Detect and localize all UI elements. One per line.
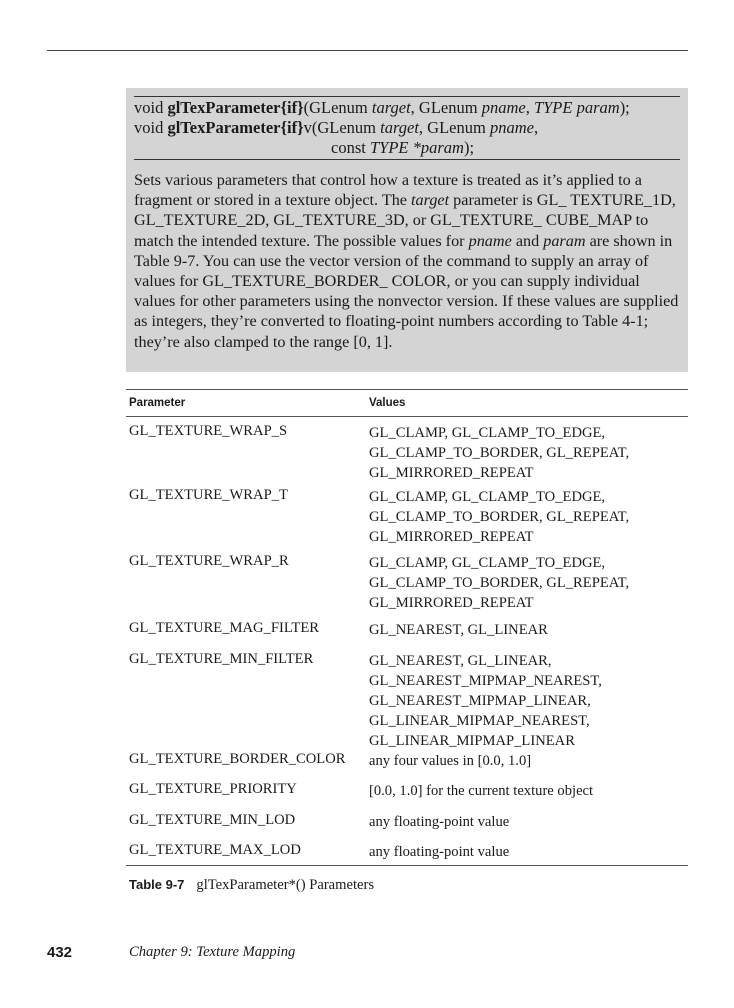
value-line: GL_MIRRORED_REPEAT	[369, 595, 534, 611]
value-line: GL_MIRRORED_REPEAT	[369, 529, 534, 545]
prototype-line-1: void glTexParameter{if}(GLenum target, GLenum pname, TYPE param);	[134, 98, 630, 117]
table-row-param: GL_TEXTURE_WRAP_S	[129, 423, 288, 439]
header-rule	[47, 50, 688, 51]
table-caption	[129, 877, 374, 894]
value-line: [0.0, 1.0] for the current texture object	[369, 783, 594, 799]
table-row-values	[369, 487, 629, 547]
function-prototype-box	[126, 88, 688, 372]
value-line: GL_LINEAR_MIPMAP_LINEAR	[369, 733, 575, 749]
table-row-values	[369, 812, 509, 832]
chapter-title: Chapter 9: Texture Mapping	[129, 944, 296, 960]
table-row-param: GL_TEXTURE_PRIORITY	[129, 781, 297, 797]
prototype-bottom-rule	[134, 159, 680, 160]
table-row-values	[369, 553, 629, 613]
page-number: 432	[47, 944, 73, 961]
table-row-param: GL_TEXTURE_BORDER_COLOR	[129, 751, 346, 767]
prototype-line-2: void glTexParameter{if}v(GLenum target, GLenum pname,	[134, 118, 539, 137]
table-row-param: GL_TEXTURE_WRAP_R	[129, 553, 289, 569]
table-row-param: GL_TEXTURE_MIN_FILTER	[129, 651, 314, 667]
table-row-param: GL_TEXTURE_MAX_LOD	[129, 842, 301, 858]
value-line: GL_MIRRORED_REPEAT	[369, 465, 534, 481]
value-line: any four values in [0.0, 1.0]	[369, 753, 532, 769]
function-description: Sets various parameters that control how a texture is treated as it’s applied to a fragment or stored in a texture object. The target parameter is GL_ TEXTURE_1D, GL_TEXTURE_2D, GL_TEXTURE_3D, or GL_TEXTURE_ CUBE_MAP to match the intended texture. The possible values for pname and param are shown in Table 9-7. You can use the vector version of the command to supply an array of values for GL_TEXTURE_BORDER_ COLOR, or you can supply individual values for other parameters using the nonvector version. If these values are supplied as integers, they’re converted to floating-point numbers according to Table 4-1; they’re also clamped to the range [0, 1].	[134, 171, 679, 351]
table-header-rule	[126, 416, 688, 417]
table-caption-text: glTexParameter*() Parameters	[196, 877, 375, 893]
table-bottom-rule	[126, 865, 688, 866]
table-row-values	[369, 781, 593, 801]
value-line: GL_CLAMP, GL_CLAMP_TO_EDGE,	[369, 555, 606, 571]
value-line: GL_CLAMP_TO_BORDER, GL_REPEAT,	[369, 445, 630, 461]
value-line: GL_NEAREST_MIPMAP_NEAREST,	[369, 673, 602, 689]
value-line: GL_LINEAR_MIPMAP_NEAREST,	[369, 713, 590, 729]
table-row-values	[369, 423, 629, 483]
value-line: GL_NEAREST, GL_LINEAR,	[369, 653, 552, 669]
value-line: any floating-point value	[369, 844, 510, 860]
table-row-param: GL_TEXTURE_WRAP_T	[129, 487, 288, 503]
table-row-param: GL_TEXTURE_MAG_FILTER	[129, 620, 319, 636]
value-line: GL_CLAMP_TO_BORDER, GL_REPEAT,	[369, 509, 630, 525]
table-row-values	[369, 842, 509, 862]
table-row-values	[369, 751, 531, 771]
value-line: GL_NEAREST, GL_LINEAR	[369, 622, 548, 638]
value-line: GL_NEAREST_MIPMAP_LINEAR,	[369, 693, 591, 709]
table-top-rule	[126, 389, 688, 390]
value-line: GL_CLAMP_TO_BORDER, GL_REPEAT,	[369, 575, 630, 591]
table-row-values	[369, 620, 548, 640]
value-line: any floating-point value	[369, 814, 510, 830]
value-line: GL_CLAMP, GL_CLAMP_TO_EDGE,	[369, 489, 606, 505]
value-line: GL_CLAMP, GL_CLAMP_TO_EDGE,	[369, 425, 606, 441]
table-row-param: GL_TEXTURE_MIN_LOD	[129, 812, 296, 828]
prototype-top-rule	[134, 96, 680, 97]
table-caption-label: Table 9-7	[129, 877, 185, 892]
column-header-parameter: Parameter	[129, 397, 186, 409]
column-header-values: Values	[369, 397, 406, 409]
prototype-line-3: const TYPE *param);	[331, 138, 475, 157]
table-row-values	[369, 651, 602, 751]
